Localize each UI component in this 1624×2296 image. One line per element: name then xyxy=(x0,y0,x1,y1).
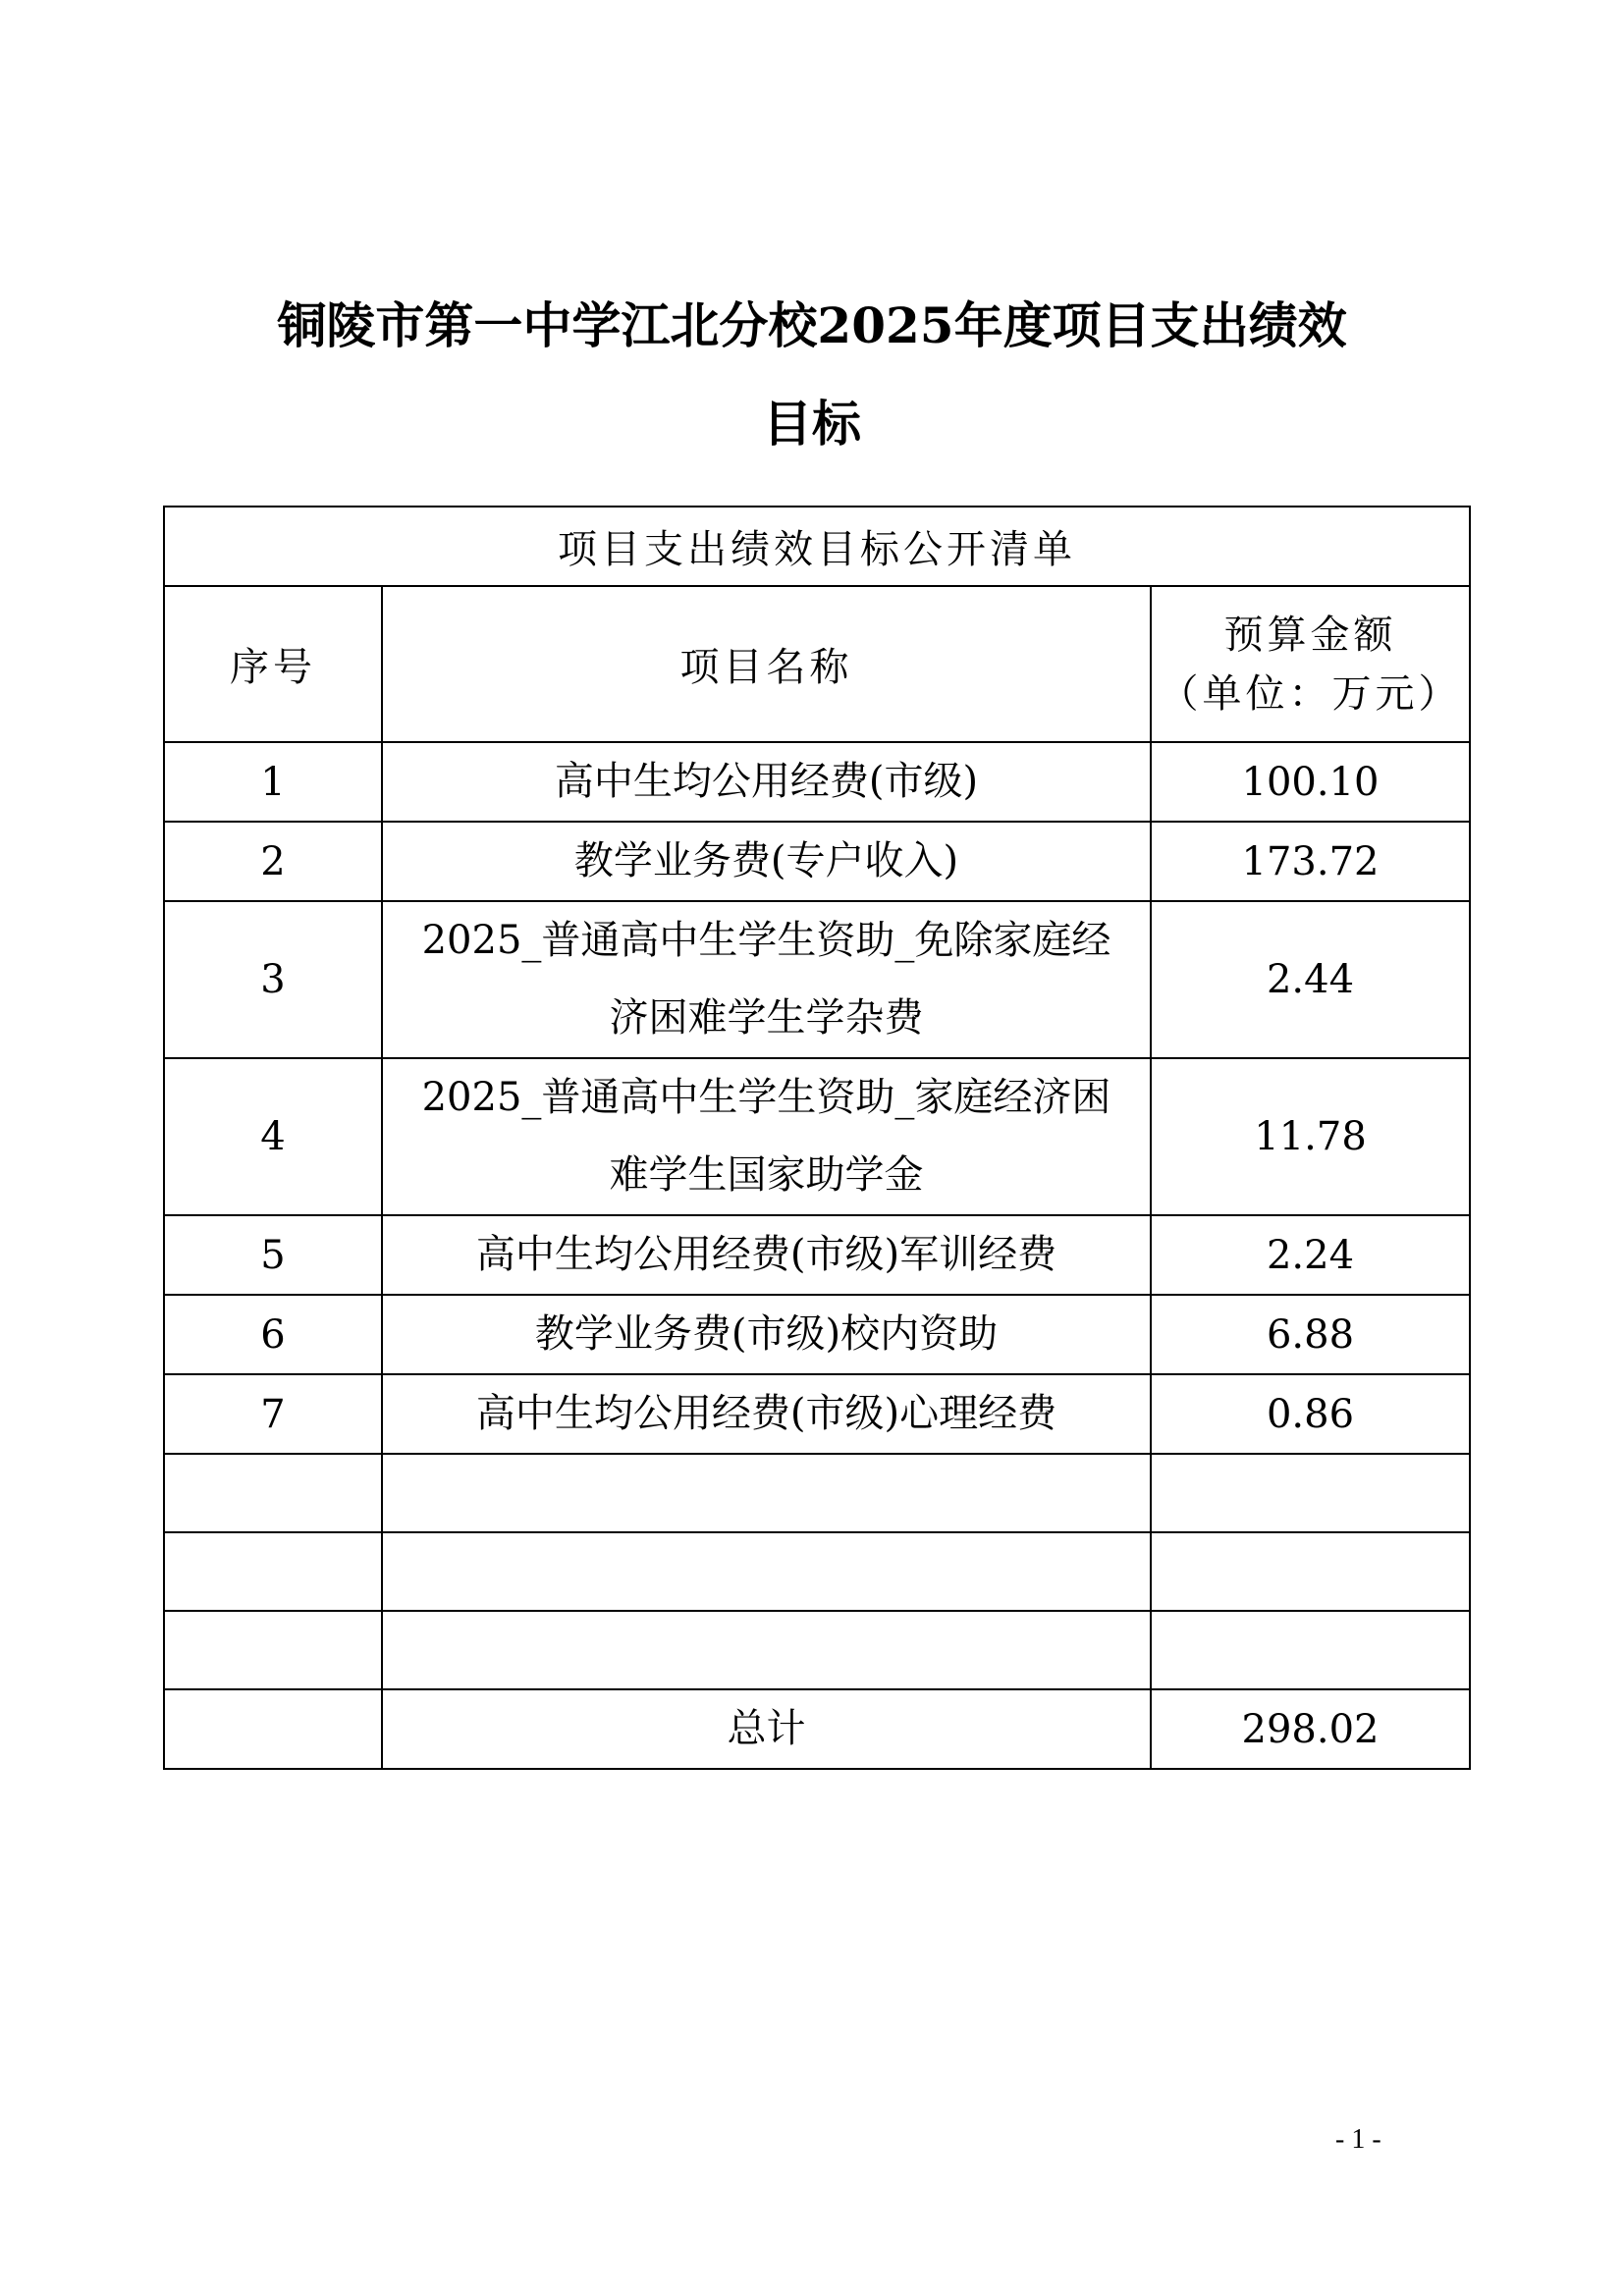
row-seq xyxy=(164,1611,382,1689)
row-amount xyxy=(1151,1532,1470,1611)
table-row xyxy=(164,1058,1470,1215)
header-seq: 序号 xyxy=(164,586,382,742)
row-seq: 1 xyxy=(164,742,382,822)
document-title xyxy=(0,277,1624,473)
row-name xyxy=(382,1532,1151,1611)
table-total-row xyxy=(164,1689,1470,1769)
total-seq-empty xyxy=(164,1689,382,1769)
row-name: 2025_普通高中生学生资助_家庭经济困难学生国家助学金 xyxy=(382,1058,1151,1215)
header-name: 项目名称 xyxy=(382,586,1151,742)
table-caption-row xyxy=(164,507,1470,586)
table-row xyxy=(164,822,1470,901)
row-amount: 2.24 xyxy=(1151,1215,1470,1295)
row-seq xyxy=(164,1532,382,1611)
row-name: 2025_普通高中生学生资助_免除家庭经济困难学生学杂费 xyxy=(382,901,1151,1058)
row-amount xyxy=(1151,1454,1470,1532)
row-name: 高中生均公用经费(市级)心理经费 xyxy=(382,1374,1151,1454)
budget-table xyxy=(163,506,1471,1770)
row-name: 教学业务费(市级)校内资助 xyxy=(382,1295,1151,1374)
row-amount: 2.44 xyxy=(1151,901,1470,1058)
table-row xyxy=(164,1295,1470,1374)
row-amount: 0.86 xyxy=(1151,1374,1470,1454)
table-row xyxy=(164,1215,1470,1295)
table-row xyxy=(164,901,1470,1058)
row-seq: 4 xyxy=(164,1058,382,1215)
table-row-empty xyxy=(164,1611,1470,1689)
row-seq: 3 xyxy=(164,901,382,1058)
table-row xyxy=(164,742,1470,822)
row-seq: 5 xyxy=(164,1215,382,1295)
row-name xyxy=(382,1611,1151,1689)
header-amount xyxy=(1151,586,1470,742)
row-seq xyxy=(164,1454,382,1532)
table-row xyxy=(164,1374,1470,1454)
total-label: 总计 xyxy=(382,1689,1151,1769)
table-row-empty xyxy=(164,1454,1470,1532)
row-name xyxy=(382,1454,1151,1532)
row-name: 教学业务费(专户收入) xyxy=(382,822,1151,901)
total-amount: 298.02 xyxy=(1151,1689,1470,1769)
row-amount: 6.88 xyxy=(1151,1295,1470,1374)
row-amount: 11.78 xyxy=(1151,1058,1470,1215)
row-seq: 7 xyxy=(164,1374,382,1454)
table-row-empty xyxy=(164,1532,1470,1611)
document-title-line-2: 目标 xyxy=(763,395,861,453)
table-header-row xyxy=(164,586,1470,742)
page-number: - 1 - xyxy=(1335,2124,1381,2155)
header-amount-unit: （单位：万元） xyxy=(1159,670,1462,717)
row-amount: 173.72 xyxy=(1151,822,1470,901)
document-title-line-1: 铜陵市第一中学江北分校2025年度项目支出绩效 xyxy=(277,296,1347,354)
row-seq: 6 xyxy=(164,1295,382,1374)
row-seq: 2 xyxy=(164,822,382,901)
row-amount: 100.10 xyxy=(1151,742,1470,822)
row-name: 高中生均公用经费(市级) xyxy=(382,742,1151,822)
table-caption: 项目支出绩效目标公开清单 xyxy=(164,507,1470,586)
row-name: 高中生均公用经费(市级)军训经费 xyxy=(382,1215,1151,1295)
row-amount xyxy=(1151,1611,1470,1689)
header-amount-label: 预算金额 xyxy=(1223,612,1397,658)
